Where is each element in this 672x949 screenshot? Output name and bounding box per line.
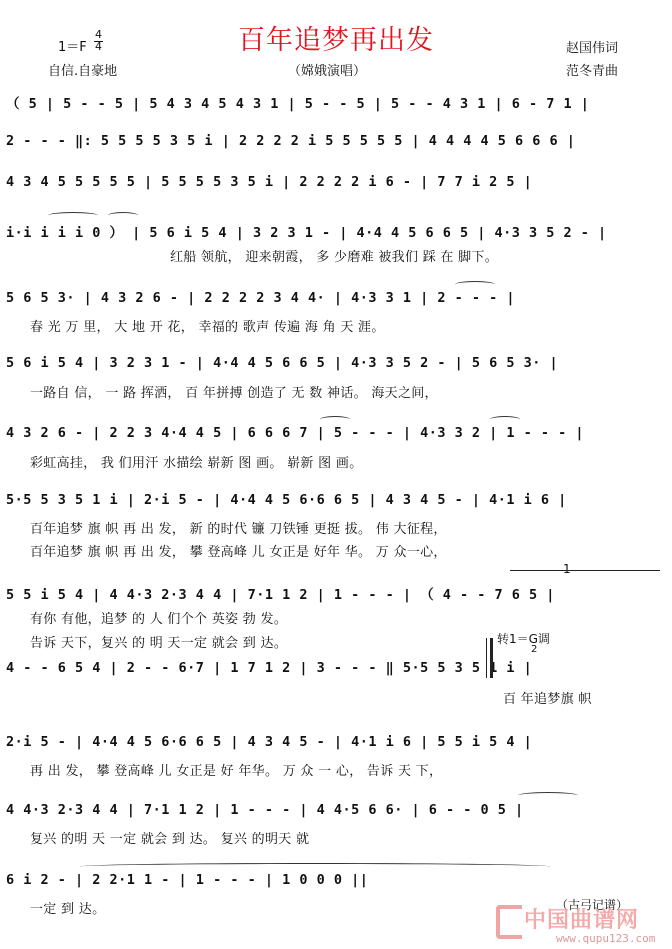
modulation-mark: 转1＝G调 (497, 632, 550, 646)
transcriber-credit: （古弓记谱） (556, 898, 629, 912)
lyrics-line-6: 一路自 信， 一 路 挥洒， 百 年拼搏 创造了 无 数 神话。 海天之间， (30, 386, 438, 401)
lyrics-line-5: 春 光 万 里， 大 地 开 花， 幸福的 歌声 传遍 海 角 天 涯。 (30, 320, 385, 335)
lyrics-line-10: 百 年追梦旗 帜 (503, 692, 592, 707)
volta-bracket (510, 570, 660, 571)
lyrics-line-8b: 百年追梦 旗 帜 再 出 发， 攀 登高峰 儿 女正是 好年 华。 万 众一心， (30, 545, 447, 560)
lyrics-line-8a: 百年追梦 旗 帜 再 出 发， 新 的时代 镰 刀铁锤 更挺 拔。 伟 大征程， (30, 522, 447, 537)
notation-line-13: 6 i 2 - | 2 2·1 1 - | 1 - - - | 1 0 0 0 || (6, 872, 369, 888)
lyrics-line-9b: 告诉 天下，复兴 的 明 天一定 就会 到 达。 (30, 636, 288, 651)
notation-line-10: 4 - - 6 5 4 | 2 - - 6·7 | 1 7 1 2 | 3 - - - ‖ 5·5 5 3 5 1 i | (6, 660, 533, 676)
slur-mark (108, 212, 138, 219)
repeat-barline-thick (490, 638, 493, 678)
watermark-brand: 中国曲谱网 (524, 908, 640, 933)
notation-line-12: 4 4·3 2·3 4 4 | 7·1 1 2 | 1 - - - | 4 4·5 6 6· | 6 - - 0 5 | (6, 802, 524, 818)
lyrics-line-4: 红船 领航， 迎来朝霞， 多 少磨难 被我们 踩 在 脚下。 (170, 250, 499, 265)
notation-line-11: 2·i 5 - | 4·4 4 5 6·6 6 5 | 4 3 4 5 - | 4·1 i 6 | 5 5 i 5 4 | (6, 734, 533, 750)
lyrics-line-11: 再 出 发， 攀 登高峰 儿 女正是 好 年华。 万 众 一 心， 告诉 天 下， (30, 764, 443, 779)
slur-mark (518, 792, 578, 799)
notation-line-6: 5 6 i 5 4 | 3 2 3 1 - | 4·4 4 5 6 6 5 | 4·3 3 5 2 - | 5 6 5 3· | (6, 355, 559, 371)
watermark-url: www.qupu123.com (556, 932, 656, 945)
notation-line-3: 4 3 4 5 5 5 5 5 | 5 5 5 5 3 5 i | 2 2 2 2 i 6 - | 7 7 i 2 5 | (6, 174, 533, 190)
notation-line-1: （ 5 | 5 - - 5 | 5 4 3 4 5 4 3 1 | 5 - - 5 | 5 - - 4 3 1 | 6 - 7 1 | (6, 96, 590, 112)
volta-ending-2: 2 (531, 644, 538, 655)
slur-mark (455, 281, 495, 288)
lyrics-line-13: 一定 到 达。 (30, 902, 106, 917)
notation-line-2: 2 - - - ‖: 5 5 5 5 3 5 i | 2 2 2 2 i 5 5 5 5 5 | 4 4 4 4 5 6 6 6 | (6, 133, 576, 149)
key-signature: 1＝F (58, 40, 87, 55)
notation-line-8: 5·5 5 3 5 1 i | 2·i 5 - | 4·4 4 5 6·6 6 5 | 4 3 4 5 - | 4·1 i 6 | (6, 492, 567, 508)
slur-mark (320, 416, 350, 423)
notation-line-5: 5 6 5 3· | 4 3 2 6 - | 2 2 2 2 3 4 4· | 4·3 3 1 | 2 - - - | (6, 290, 516, 306)
repeat-barline (486, 638, 487, 678)
slur-mark (490, 416, 520, 423)
site-logo-icon (496, 905, 522, 939)
performance-mood: 自信.自豪地 (48, 64, 118, 79)
lyrics-line-9a: 有你 有他，追梦 的 人 们个个 英姿 勃 发。 (30, 612, 288, 627)
composer-credit: 范冬青曲 (566, 64, 619, 79)
meter-top: 4 (95, 28, 102, 41)
notation-line-9: 5 5 i 5 4 | 4 4·3 2·3 4 4 | 7·1 1 2 | 1 - - - | （ 4 - - 7 6 5 | (6, 587, 555, 603)
lyrics-line-12: 复兴 的明 天 一定 就会 到 达。 复兴 的明天 就 (30, 832, 310, 847)
volta-ending-1: 1 (563, 562, 571, 576)
singer-credit: （嫦娥演唱） (288, 64, 367, 79)
tie-mark (80, 863, 550, 870)
lyrics-line-7: 彩虹高挂， 我 们用汗 水描绘 崭新 图 画。 崭新 图 画。 (30, 456, 363, 471)
lyricist-credit: 赵国伟词 (566, 41, 619, 56)
song-title: 百年追梦再出发 (238, 25, 434, 56)
meter-bottom: 4 (95, 40, 102, 53)
notation-line-4: i·i i i i 0 ） | 5 6 i 5 4 | 3 2 3 1 - | 4·4 4 5 6 6 5 | 4·3 3 5 2 - | (6, 225, 607, 241)
time-signature (94, 30, 103, 52)
notation-line-7: 4 3 2 6 - | 2 2 3 4·4 4 5 | 6 6 6 7 | 5 - - - | 4·3 3 2 | 1 - - - | (6, 425, 585, 441)
slur-mark (48, 212, 98, 219)
